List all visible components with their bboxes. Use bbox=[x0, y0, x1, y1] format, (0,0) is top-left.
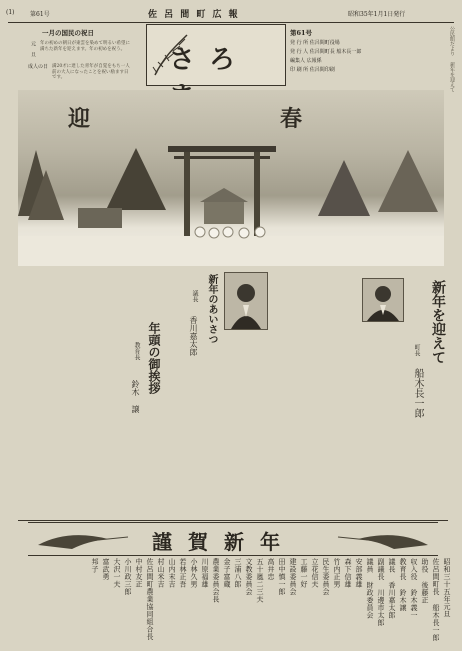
header-rule bbox=[8, 22, 454, 23]
masthead-line: 印 刷 所 佐呂間印刷 bbox=[290, 67, 335, 73]
roster-entry: 中村友正 bbox=[135, 558, 143, 588]
roster-entry: 収入役 鈴木義一 bbox=[410, 558, 418, 619]
roster-entry: 川原福雄 bbox=[201, 558, 209, 588]
masthead-issue: 第61号 bbox=[290, 29, 313, 37]
greeting-left-name: 香川嘉太郎 bbox=[189, 316, 198, 356]
person-icon bbox=[225, 273, 267, 329]
roster-entry: 文教委員会 bbox=[245, 558, 253, 596]
greeting-mid bbox=[118, 318, 174, 508]
greeting-mid-role: 教育長 bbox=[133, 342, 140, 360]
roster-entry: 五十嵐二三夫 bbox=[256, 558, 264, 603]
greeting-left-role: 議長 bbox=[191, 290, 198, 302]
greeting-mid-name: 鈴木 譲 bbox=[131, 380, 140, 413]
roster-entry: 昭和三十五年元旦 bbox=[443, 558, 451, 618]
roster-entry: 小林久男 bbox=[190, 558, 198, 588]
roster-entry: 副議長 川邊市太郎 bbox=[377, 558, 385, 627]
hero-photo bbox=[18, 90, 444, 266]
roster-entry: 邦子 bbox=[91, 558, 99, 573]
article-text-right bbox=[272, 274, 356, 514]
roster-entry: 若林正吾 bbox=[179, 558, 187, 588]
roster-entry: 高井忠 bbox=[267, 558, 275, 581]
hero-title-left: 迎 bbox=[68, 106, 91, 132]
roster-entry: 建設委員会 bbox=[289, 558, 297, 596]
greeting-right-role: 町長 bbox=[413, 344, 420, 356]
masthead-logo bbox=[146, 24, 286, 86]
roster-entry: 民生委員会 bbox=[322, 558, 330, 596]
masthead-info bbox=[290, 28, 396, 73]
person-icon bbox=[363, 279, 403, 321]
masthead-title: さろ bbox=[169, 45, 250, 75]
roster-entry: 大沢一夫 bbox=[113, 558, 121, 588]
roster-entry: 工藤一好 bbox=[300, 558, 308, 588]
holidays-box bbox=[28, 28, 134, 84]
roster-entry: 佐呂間町長 船木長一郎 bbox=[432, 558, 440, 642]
holiday-name: 成人の日 bbox=[28, 64, 49, 70]
roster-entry: 議長 香川嘉太郎 bbox=[388, 558, 396, 619]
roster-entry: 森下信雄 bbox=[344, 558, 352, 588]
greeting-right-heading: 新年を迎えて bbox=[430, 280, 446, 364]
holidays-title: 一月の国民の祝日 bbox=[42, 29, 94, 37]
roster-entry: 教育長 鈴木譲 bbox=[399, 558, 407, 612]
roster-entry: 小川政三郎 bbox=[124, 558, 132, 596]
holiday-row bbox=[28, 41, 134, 61]
roster-entry: 山内末吉 bbox=[168, 558, 176, 588]
banner-text: 謹賀新年 bbox=[152, 530, 296, 554]
greeting-right-name: 船木長一郎 bbox=[412, 368, 423, 418]
roster-entry: 竹内正男 bbox=[333, 558, 341, 588]
roster-entry: 助役 後藤正 bbox=[421, 558, 429, 604]
masthead-line: 編集人 広報係 bbox=[290, 58, 322, 64]
holiday-name: 元 旦 bbox=[30, 41, 36, 57]
holiday-desc: 年の初めの朝日が東雲を染めて明るい希望に満ちた新年を迎えます。年の初めを祝う。 bbox=[40, 41, 130, 52]
roster-entry: 安部義雄 bbox=[355, 558, 363, 588]
issue-date: 昭和35年1月1日発行 bbox=[348, 11, 406, 18]
roster-entry: 三浦八郎 bbox=[234, 558, 242, 588]
masthead-line: 発 行 所 佐呂間町役場 bbox=[290, 40, 340, 46]
roster-entry: 富武勇 bbox=[102, 558, 110, 581]
header-bar bbox=[0, 0, 462, 24]
holiday-desc: 満20才に達した青年が自覚をもち一人前の大人になったことを祝い励ます日です。 bbox=[52, 64, 130, 81]
hero-title-right: 春 bbox=[280, 106, 303, 132]
portrait-mayor bbox=[362, 278, 404, 322]
holiday-row bbox=[28, 64, 134, 81]
roster-entry: 農業委員会長 bbox=[212, 558, 220, 603]
top-right-column: 公民館だより 新年を迎えて bbox=[449, 26, 455, 92]
roster-entry: 立花信夫 bbox=[311, 558, 319, 588]
roster-entry: 金子富蔵 bbox=[223, 558, 231, 588]
roster bbox=[20, 558, 452, 648]
greeting-left-heading: 新年のあいさつ bbox=[206, 274, 217, 344]
portrait-chairman bbox=[224, 272, 268, 330]
issue-number: 第61号 bbox=[30, 11, 50, 18]
paper-name: 佐 呂 間 町 広 報 bbox=[148, 10, 240, 20]
masthead-line: 発 行 人 佐呂間町長 船木長一郎 bbox=[290, 49, 362, 55]
roster-entry: 佐呂間町農業協同組合長 bbox=[146, 558, 154, 641]
page-number: (1) bbox=[6, 9, 15, 16]
roster-entry: 田中慎一郎 bbox=[278, 558, 286, 596]
article-text-center bbox=[180, 332, 268, 516]
article-text-left bbox=[18, 274, 116, 514]
roster-entry: 議員 財政委員会 bbox=[366, 558, 374, 619]
section-divider bbox=[18, 520, 448, 521]
roster-entry: 村山米吉 bbox=[157, 558, 165, 588]
new-year-banner bbox=[28, 522, 438, 556]
greeting-mid-heading: 年頭の御挨拶 bbox=[147, 322, 161, 394]
article-text-far-right bbox=[356, 330, 450, 514]
